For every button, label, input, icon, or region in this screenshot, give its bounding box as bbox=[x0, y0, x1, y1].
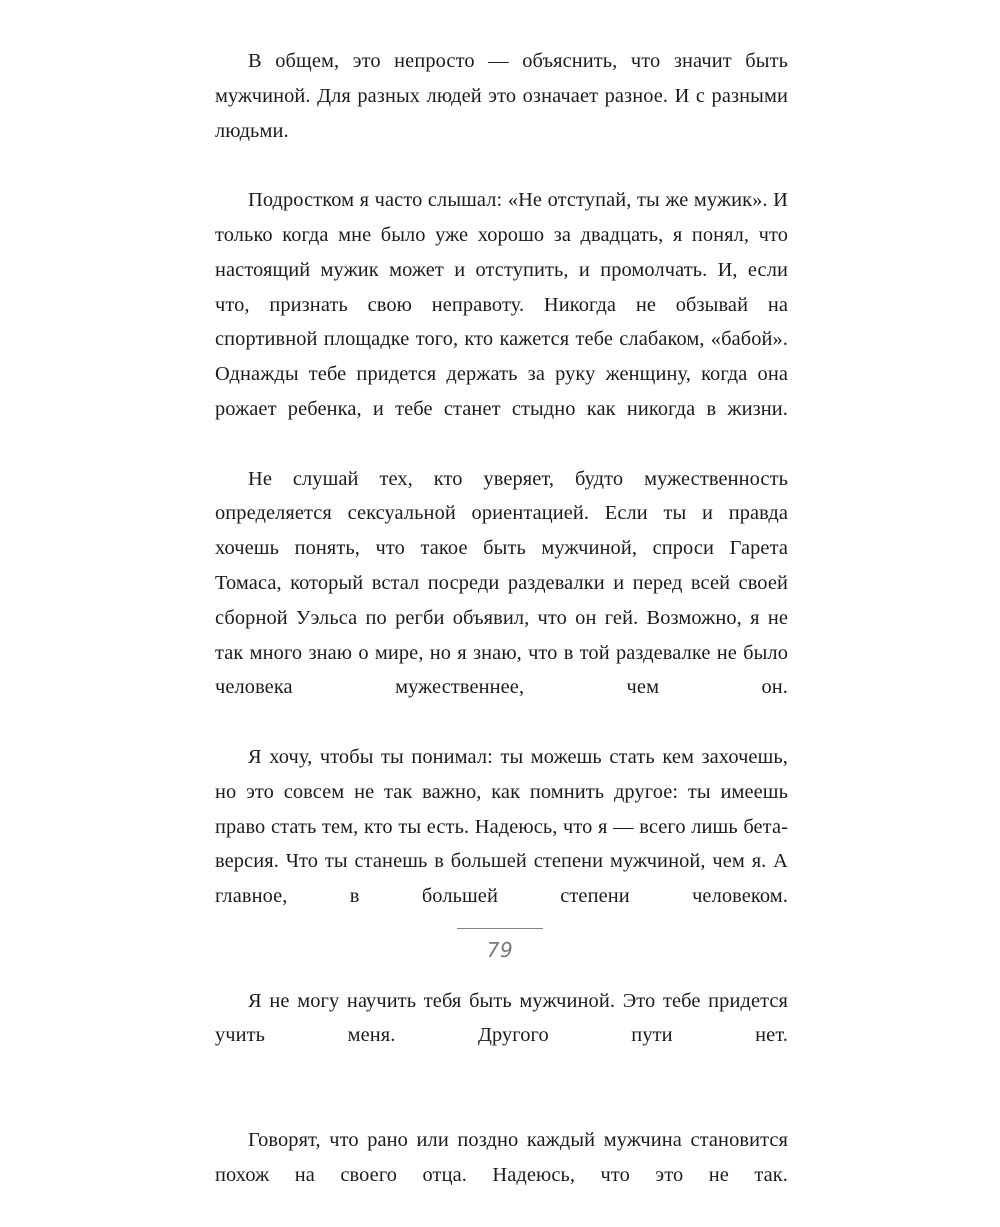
paragraph: Подростком я часто слышал: «Не отступай, ты же мужик». И только когда мне было уже хорошо за двадцать, я понял, что настоящий мужик может и отступить, и промолчать. И, если что, признать свою неправоту. Никогда не обзывай на спортивной площадке того, кто кажется тебе слабаком, «бабой». Однажды тебе придется держать за руку женщину, когда она рожает ребенка, и тебе станет стыдно как никогда в жизни. bbox=[215, 189, 788, 420]
folio-divider-rule bbox=[457, 928, 543, 929]
body-text-column bbox=[215, 44, 788, 1227]
paragraph: Я хочу, чтобы ты понимал: ты можешь стать кем захочешь, но это совсем не так важно, как помнить другое: ты имеешь право стать тем, кто ты есть. Надеюсь, что я — всего лишь бета-версия. Что ты станешь в большей степени мужчиной, чем я. А главное, в большей степени человеком. bbox=[215, 745, 788, 908]
paragraph: Говорят, что рано или поздно каждый мужчина становится похож на своего отца. Надеюсь, что это не так. bbox=[215, 1128, 788, 1186]
page-number: 79 bbox=[486, 938, 514, 962]
paragraph: В общем, это непросто — объяснить, что значит быть мужчиной. Для разных людей это означает разное. И с разными людьми. bbox=[215, 50, 788, 142]
paragraph: Я не могу научить тебя быть мужчиной. Это тебе придется учить меня. Другого пути нет. bbox=[215, 989, 788, 1047]
page-footer bbox=[0, 928, 1000, 962]
paragraph: Не слушай тех, кто уверяет, будто мужественность определяется сексуальной ориентацией. Если ты и правда хочешь понять, что такое быть мужчиной, спроси Гарета Томаса, который встал посреди раздевалки и перед всей своей сборной Уэльса по регби объявил, что он гей. Возможно, я не так много знаю о мире, но я знаю, что в той раздевалке не было человека мужественнее, чем он. bbox=[215, 467, 788, 699]
